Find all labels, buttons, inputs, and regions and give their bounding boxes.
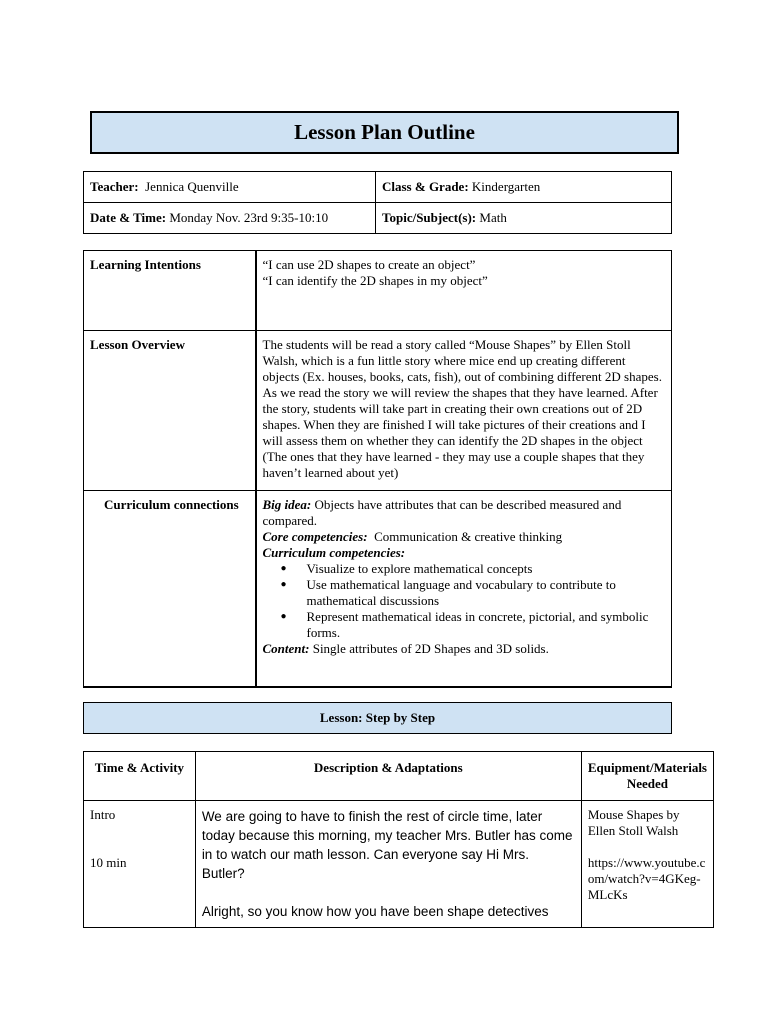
lesson-details-table (83, 250, 672, 688)
teacher-value: Jennica Quenville (145, 179, 239, 194)
curriculum-connections-label: Curriculum connections (84, 491, 256, 687)
description-header: Description & Adaptations (195, 752, 581, 801)
learning-intention-2: “I can identify the 2D shapes in my object” (262, 273, 488, 288)
class-grade-cell (376, 172, 672, 203)
curriculum-competencies-label: Curriculum competencies: (262, 545, 406, 560)
equipment-cell (581, 801, 713, 928)
lesson-overview-label: Lesson Overview (84, 331, 256, 491)
equipment-book: Mouse Shapes by Ellen Stoll Walsh (587, 807, 680, 838)
class-grade-label: Class & Grade: (382, 179, 469, 194)
activity-cell (84, 801, 196, 928)
curriculum-competencies-list (263, 561, 666, 641)
list-item: ● Use mathematical language and vocabulary to contribute to mathematical discussions (307, 577, 666, 609)
teacher-cell (84, 172, 376, 203)
date-time-value: Monday Nov. 23rd 9:35-10:10 (169, 210, 329, 225)
topic-label: Topic/Subject(s): (382, 210, 477, 225)
equipment-header: Equipment/Materials Needed (581, 752, 713, 801)
description-cell (195, 801, 581, 928)
list-item: ● Visualize to explore mathematical concepts (307, 561, 666, 577)
document-title: Lesson Plan Outline (90, 111, 679, 154)
equipment-video-link[interactable]: https://www.youtube.com/watch?v=4GKeg-MLcKs (587, 855, 706, 902)
learning-intention-1: “I can use 2D shapes to create an object” (262, 257, 476, 272)
curriculum-connections-cell (256, 491, 672, 687)
list-item: ● Represent mathematical ideas in concrete, pictorial, and symbolic forms. (307, 609, 666, 641)
activity-time: 10 min (90, 855, 127, 870)
learning-intentions-label: Learning Intentions (84, 251, 256, 331)
time-activity-header: Time & Activity (84, 752, 196, 801)
core-competencies-text: Communication & creative thinking (374, 529, 563, 544)
step-by-step-table (83, 751, 714, 928)
core-competencies-label: Core competencies: (262, 529, 368, 544)
activity-name: Intro (90, 807, 116, 822)
topic-cell (376, 203, 672, 234)
content-text: Single attributes of 2D Shapes and 3D solids. (312, 641, 549, 656)
date-time-cell (84, 203, 376, 234)
date-time-label: Date & Time: (90, 210, 167, 225)
description-paragraph-1: We are going to have to finish the rest of circle time, later today because this morning, my teacher Mrs. Butler has come in to watch our math lesson. Can everyone say Hi Mrs. Butler? (201, 809, 573, 881)
big-idea-text: Objects have attributes that can be described measured and compared. (262, 497, 622, 528)
learning-intentions-cell (256, 251, 672, 331)
step-by-step-header: Lesson: Step by Step (83, 702, 672, 734)
topic-value: Math (479, 210, 507, 225)
teacher-info-table (83, 171, 672, 234)
teacher-label: Teacher: (90, 179, 139, 194)
description-paragraph-2: Alright, so you know how you have been shape detectives (201, 904, 549, 919)
lesson-overview-text: The students will be read a story called “Mouse Shapes” by Ellen Stoll Walsh, which is a fun little story where mice end up creating different objects (Ex. houses, books, cats, fish), out of combining different 2D shapes. As we read the story we will review the shapes that they have learned. After the story, students will take part in creating their own creations out of 2D shapes. When they are finished I will take pictures of their creations and I will assess them on whether they can identify the 2D shapes in the object (The ones that they have learned - they may use a couple shapes that they haven’t learned about yet) (256, 331, 672, 491)
content-label: Content: (262, 641, 310, 656)
class-grade-value: Kindergarten (471, 179, 541, 194)
big-idea-label: Big idea: (262, 497, 312, 512)
